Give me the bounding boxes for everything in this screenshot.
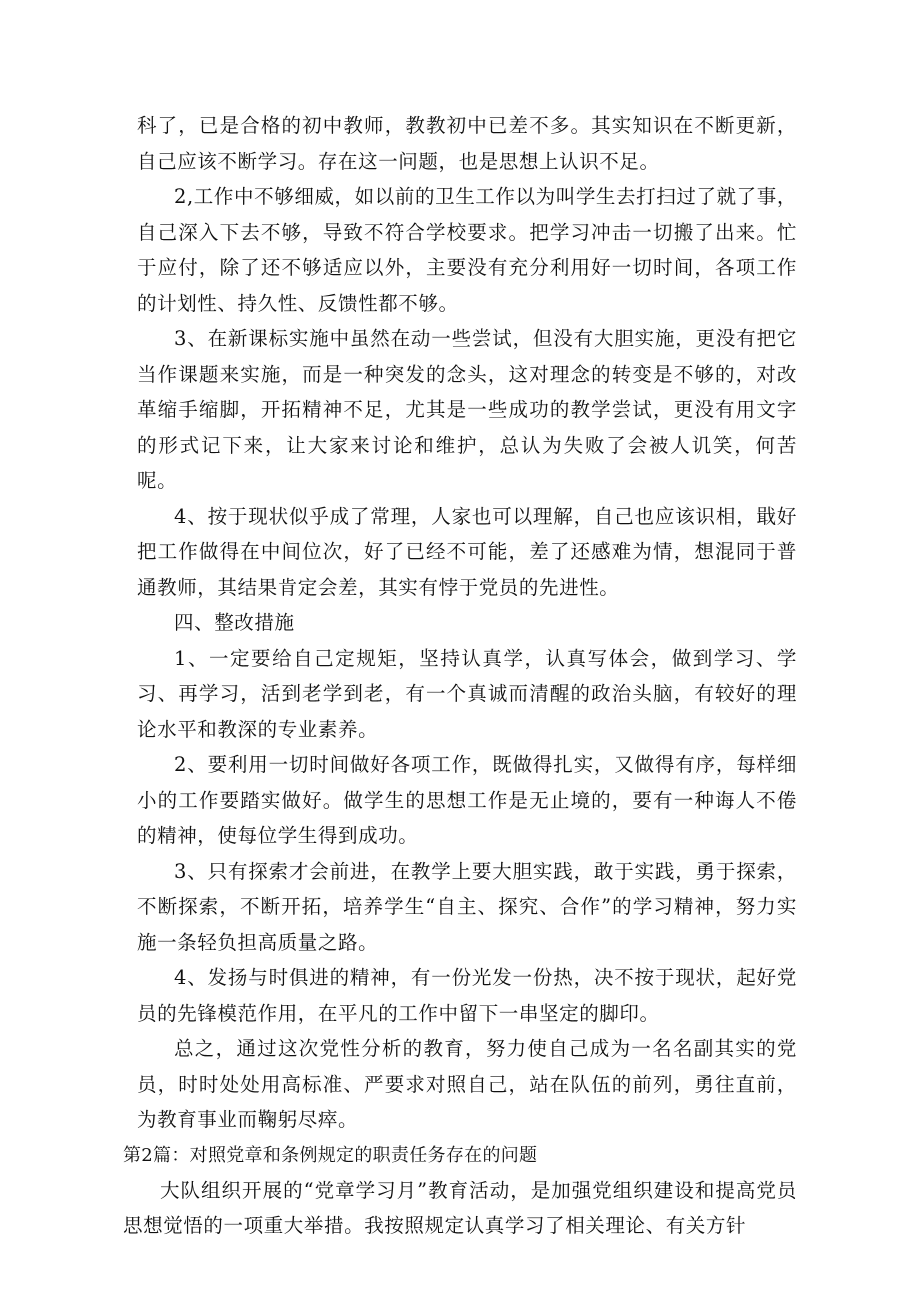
- document-body: [123, 108, 797, 1244]
- chapter-title: 第2篇：对照党章和条例规定的职责任务存在的问题: [123, 1144, 538, 1166]
- paragraph-issue-2: 2,工作中不够细威，如以前的卫生工作以为叫学生去打扫过了就了事，自己深入下去不够，导致不符合学校要求。把学习冲击一切搬了出来。忙于应付，除了还不够适应以外，主要没有充分利用好一切时间，各项工作的计划性、持久性、反馈性都不够。: [137, 185, 797, 315]
- paragraph-continuation: 科了，已是合格的初中教师，教教初中已差不多。其实知识在不断更新，自己应该不断学习。存在这一问题，也是思想上认识不足。: [137, 114, 797, 173]
- measure-2: 2、要利用一切时间做好各项工作，既做得扎实，又做得有序，每样细小的工作要踏实做好。做学生的思想工作是无止境的，要有一种诲人不倦的精神，使每位学生得到成功。: [137, 753, 797, 847]
- chapter-intro-paragraph: 大队组织开展的“党章学习月”教育活动，是加强党组织建设和提高党员思想觉悟的一项重大举措。我按照规定认真学习了相关理论、有关方针: [123, 1178, 797, 1237]
- chapter-body: [123, 1173, 797, 1244]
- paragraph-issue-4: 4、按于现状似乎成了常理，人家也可以理解，自己也应该识相，戢好把工作做得在中间位次，好了已经不可能，差了还感难为情，想混同于普通教师，其结果肯定会差，其实有悖于党员的先进性。: [137, 504, 797, 599]
- section-heading: 四、整改措施: [174, 611, 295, 634]
- measure-4: 4、发扬与时俱进的精神，有一份光发一份热，决不按于现状，起好党员的先锋模范作用，在平凡的工作中留下一串坚定的脚印。: [137, 966, 797, 1025]
- measure-1: 1、一定要给自己定规矩，坚持认真学，认真写体会，做到学习、学习、再学习，活到老学到老，有一个真诚而清醒的政治头脑，有较好的理论水平和教深的专业素养。: [137, 646, 797, 741]
- paragraph-issue-3: 3、在新课标实施中虽然在动一些尝试，但没有大胆实施，更没有把它当作课题来实施，而是一种突发的念头，这对理念的转变是不够的，对改革缩手缩脚，开拓精神不足，尤其是一些成功的教学尝试，更没有用文字的形式记下来，让大家来讨论和维护，总认为失败了会被人讥笑，何苦呢。: [137, 327, 797, 492]
- measure-3: 3、只有探索才会前进，在教学上要大胆实践，敢于实践，勇于探索，不断探索，不断开拓，培养学生“自主、探究、合作”的学习精神，努力实施一条轻负担高质量之路。: [137, 859, 797, 954]
- conclusion-paragraph: 总之，通过这次党性分析的教育，努力使自己成为一名名副其实的党员，时时处处用高标准、严要求对照自己，站在队伍的前列，勇往直前，为教育事业而鞠躬尽瘁。: [137, 1037, 797, 1131]
